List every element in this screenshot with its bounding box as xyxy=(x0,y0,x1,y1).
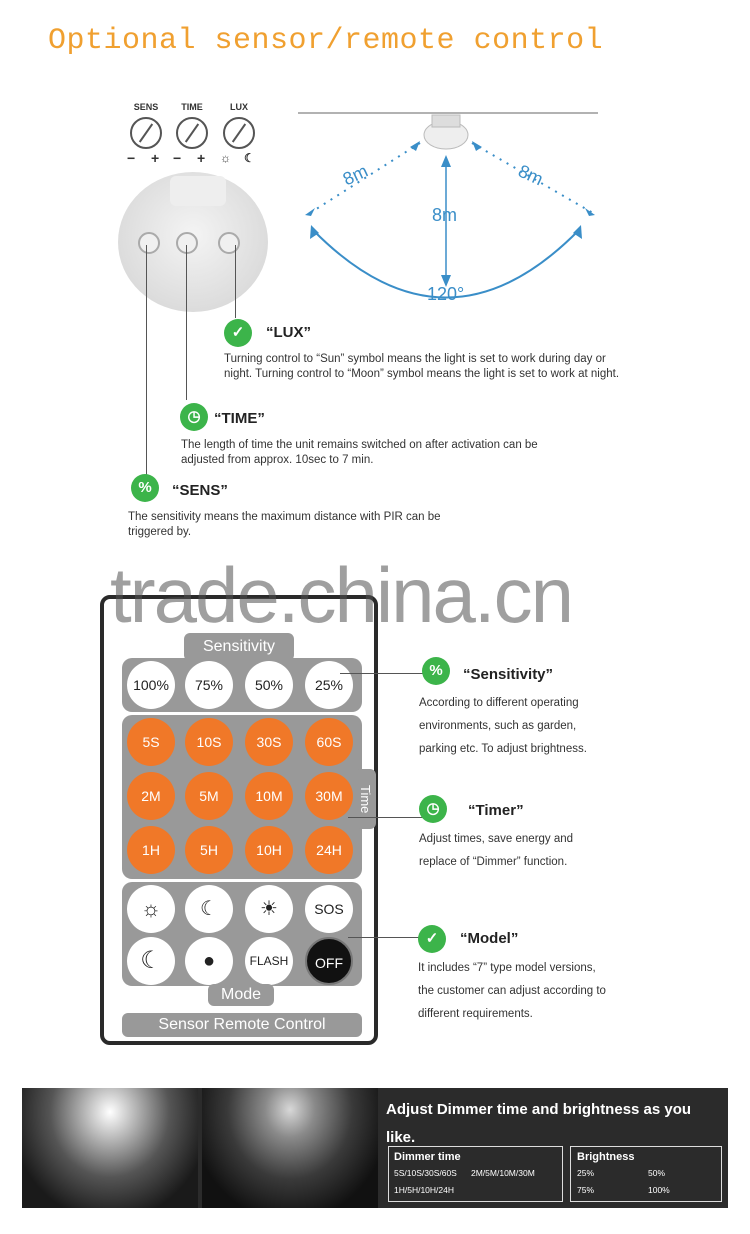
timer-30s-button[interactable]: 30S xyxy=(245,718,293,766)
timer-60s-button[interactable]: 60S xyxy=(305,718,353,766)
sensitivity-tab: Sensitivity xyxy=(184,633,294,661)
timer-1h-button[interactable]: 1H xyxy=(127,826,175,874)
down-range-label: 8m xyxy=(432,205,458,225)
time-knob-icon xyxy=(176,117,208,149)
timer-2m-button[interactable]: 2M xyxy=(127,772,175,820)
sensor-photo xyxy=(118,172,268,312)
knob-label-time: TIME xyxy=(181,102,203,112)
lux-knob-icon xyxy=(223,117,255,149)
timer-pointer xyxy=(348,817,428,818)
bulb-mode-button[interactable]: ☀ xyxy=(245,885,293,933)
sens-50-button[interactable]: 50% xyxy=(245,661,293,709)
remote-footer: Sensor Remote Control xyxy=(122,1013,362,1037)
sens-leader-line xyxy=(146,245,147,490)
timer-feature-icon: ◷ xyxy=(419,795,447,823)
sensitivity-pointer xyxy=(340,673,425,674)
right-range-label: 8m xyxy=(515,160,547,190)
lux-dot xyxy=(235,317,236,318)
left-range-label: 8m xyxy=(339,160,371,190)
desc-line: parking etc. To adjust brightness. xyxy=(419,743,587,755)
brightness-75: 75% xyxy=(577,1185,595,1195)
off-button[interactable]: OFF xyxy=(305,937,353,985)
dot-mode-button[interactable]: ● xyxy=(185,937,233,985)
sens-minus: − xyxy=(127,150,136,166)
desc-line: replace of “Dimmer” function. xyxy=(419,856,568,868)
lux-leader-line xyxy=(235,245,236,317)
sens-title: “SENS” xyxy=(172,482,228,499)
moon-icon: ☾ xyxy=(244,151,255,165)
timer-5s-button[interactable]: 5S xyxy=(127,718,175,766)
timer-30m-button[interactable]: 30M xyxy=(305,772,353,820)
sens-knob-icon xyxy=(130,117,162,149)
desc-line: Adjust times, save energy and xyxy=(419,833,574,845)
desc-line: different requirements. xyxy=(418,1008,533,1020)
lux-title: “LUX” xyxy=(266,324,311,341)
sensitivity-feature-icon: % xyxy=(422,657,450,685)
time-leader-line xyxy=(186,245,187,400)
desc-line: the customer can adjust according to xyxy=(418,985,606,997)
sensor-lens xyxy=(170,176,226,206)
sens-plus: + xyxy=(151,150,160,166)
sens-100-button[interactable]: 100% xyxy=(127,661,175,709)
moon-sun-mode-button[interactable]: ☾ xyxy=(185,885,233,933)
desc-line: According to different operating xyxy=(419,697,579,709)
timer-5h-button[interactable]: 5H xyxy=(185,826,233,874)
time-minus: − xyxy=(173,150,182,166)
sens-75-button[interactable]: 75% xyxy=(185,661,233,709)
photo-lux-knob-icon xyxy=(218,232,240,254)
remote-control xyxy=(100,595,378,1045)
time-title: “TIME” xyxy=(214,410,265,427)
brightness-100: 100% xyxy=(648,1185,670,1195)
light-image-bright xyxy=(22,1088,198,1208)
flash-button[interactable]: FLASH xyxy=(245,937,293,985)
sens-description: The sensitivity means the maximum distance with PIR can be triggered by. xyxy=(128,511,441,538)
knob-label-sens: SENS xyxy=(133,102,159,112)
mode-tab: Mode xyxy=(208,984,274,1006)
lux-description: Turning control to “Sun” symbol means the light is set to work during day or night. Turning control to “Moon” symbol means the light is set to work at night. xyxy=(224,353,620,380)
model-pointer xyxy=(348,937,428,938)
dimmer-row2: 1H/5H/10H/24H xyxy=(394,1185,455,1195)
sens-feature-icon: % xyxy=(131,474,159,502)
desc-line: It includes “7” type model versions, xyxy=(418,962,596,974)
dimmer-row1a: 5S/10S/30S/60S xyxy=(394,1168,457,1178)
desc-line: environments, such as garden, xyxy=(419,720,577,732)
angle-label: 120° xyxy=(427,284,465,304)
dimmer-time-header: Dimmer time xyxy=(394,1151,461,1163)
page-title: Optional sensor/remote control xyxy=(48,24,604,58)
lux-feature-icon: ✓ xyxy=(224,319,252,347)
brightness-50: 50% xyxy=(648,1168,666,1178)
model-feature-icon: ✓ xyxy=(418,925,446,953)
time-plus: + xyxy=(197,150,206,166)
dimmer-row1b: 2M/5M/10M/30M xyxy=(471,1168,535,1178)
timer-title: “Timer” xyxy=(468,802,524,819)
model-title: “Model” xyxy=(460,930,519,947)
timer-description xyxy=(419,828,573,874)
sens-25-button[interactable]: 25% xyxy=(305,661,353,709)
timer-tab: Time xyxy=(354,769,376,829)
timer-5m-button[interactable]: 5M xyxy=(185,772,233,820)
photo-sens-knob-icon xyxy=(138,232,160,254)
sensitivity-description xyxy=(419,692,587,761)
model-description xyxy=(418,957,606,1026)
time-description: The length of time the unit remains switched on after activation can be adjusted from approx. 10sec to 7 min. xyxy=(181,439,538,466)
brightness-header: Brightness xyxy=(577,1151,635,1163)
sensitivity-title: “Sensitivity” xyxy=(463,666,554,683)
light-image-dim xyxy=(202,1088,378,1208)
mode-panel xyxy=(122,882,362,986)
photo-time-knob-icon xyxy=(176,232,198,254)
watermark: trade.china.cn xyxy=(110,551,572,639)
timer-10s-button[interactable]: 10S xyxy=(185,718,233,766)
brightness-25: 25% xyxy=(577,1168,595,1178)
time-feature-icon: ◷ xyxy=(180,403,208,431)
sos-button[interactable]: SOS xyxy=(305,885,353,933)
sun-icon: ☼ xyxy=(220,151,231,165)
timer-10m-button[interactable]: 10M xyxy=(245,772,293,820)
timer-panel xyxy=(122,715,362,879)
moon-mode-button[interactable]: ☾ xyxy=(127,937,175,985)
timer-24h-button[interactable]: 24H xyxy=(305,826,353,874)
sensitivity-panel xyxy=(122,658,362,712)
sun-mode-button[interactable]: ☼ xyxy=(127,885,175,933)
knob-label-lux: LUX xyxy=(230,102,248,112)
timer-10h-button[interactable]: 10H xyxy=(245,826,293,874)
banner-title: Adjust Dimmer time and brightness as you like. xyxy=(386,1101,692,1146)
